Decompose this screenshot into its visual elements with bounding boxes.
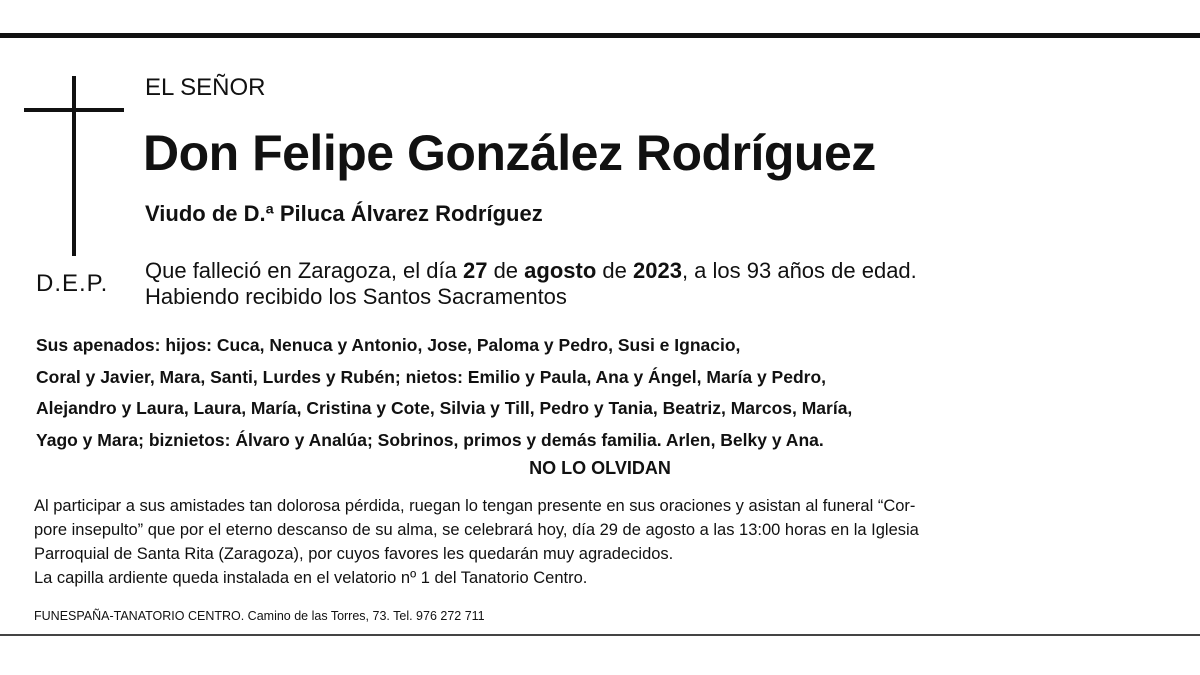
sacraments-line: Habiendo recibido los Santos Sacramentos xyxy=(145,284,567,309)
top-border-rule xyxy=(0,33,1200,38)
widow-line: Viudo de D.ª Piluca Álvarez Rodríguez xyxy=(145,201,543,226)
bottom-border-rule xyxy=(0,634,1200,636)
dep-label: D.E.P. xyxy=(36,270,109,297)
deceased-name: Don Felipe González Rodríguez xyxy=(143,125,876,181)
mourners-line: Coral y Javier, Mara, Santi, Lurdes y Rubén; nietos: Emilio y Paula, Ana y Ángel, María y Pedro, xyxy=(36,366,827,387)
closing-line: NO LO OLVIDAN xyxy=(529,458,671,478)
death-text-1: Que falleció en Zaragoza, el día xyxy=(145,258,463,283)
death-text-3: de xyxy=(596,258,633,283)
mourners-line: Sus apenados: hijos: Cuca, Nenuca y Antonio, Jose, Paloma y Pedro, Susi e Ignacio, xyxy=(36,335,741,355)
title-prefix: EL SEÑOR xyxy=(145,74,266,101)
invitation-line: Al participar a sus amistades tan dolorosa pérdida, ruegan lo tengan presente en sus oraciones y asistan al funeral “Cor- xyxy=(34,497,916,515)
death-year: 2023 xyxy=(632,258,682,283)
invitation-line: pore insepulto” que por el eterno descanso de su alma, se celebrará hoy, día 29 de agosto a las 13:00 horas en la Iglesia xyxy=(34,521,919,539)
cross-icon-bar xyxy=(24,108,124,112)
mourners-line: Alejandro y Laura, Laura, María, Cristina y Cote, Silvia y Till, Pedro y Tania, Beatriz, Marcos, María, xyxy=(36,398,853,418)
death-day: 27 xyxy=(462,258,488,283)
death-notice xyxy=(145,258,1185,310)
funeral-home-footer: FUNESPAÑA-TANATORIO CENTRO. Camino de las Torres, 73. Tel. 976 272 711 xyxy=(34,609,485,623)
death-text-4: , a los 93 años de edad. xyxy=(681,258,917,283)
death-notice-line-1 xyxy=(145,258,1185,284)
death-text-2: de xyxy=(487,258,525,283)
invitation-line: Parroquial de Santa Rita (Zaragoza), por cuyos favores les quedarán muy agradecidos. xyxy=(34,545,674,563)
funeral-invitation xyxy=(34,494,1184,590)
mourners-block xyxy=(36,330,1186,456)
mourners-line: Yago y Mara; biznietos: Álvaro y Analúa; Sobrinos, primos y demás familia. Arlen, Belky y Ana. xyxy=(36,429,824,450)
cross-icon xyxy=(72,76,76,256)
death-month: agosto xyxy=(524,258,597,283)
invitation-line: La capilla ardiente queda instalada en el velatorio nº 1 del Tanatorio Centro. xyxy=(34,569,588,587)
